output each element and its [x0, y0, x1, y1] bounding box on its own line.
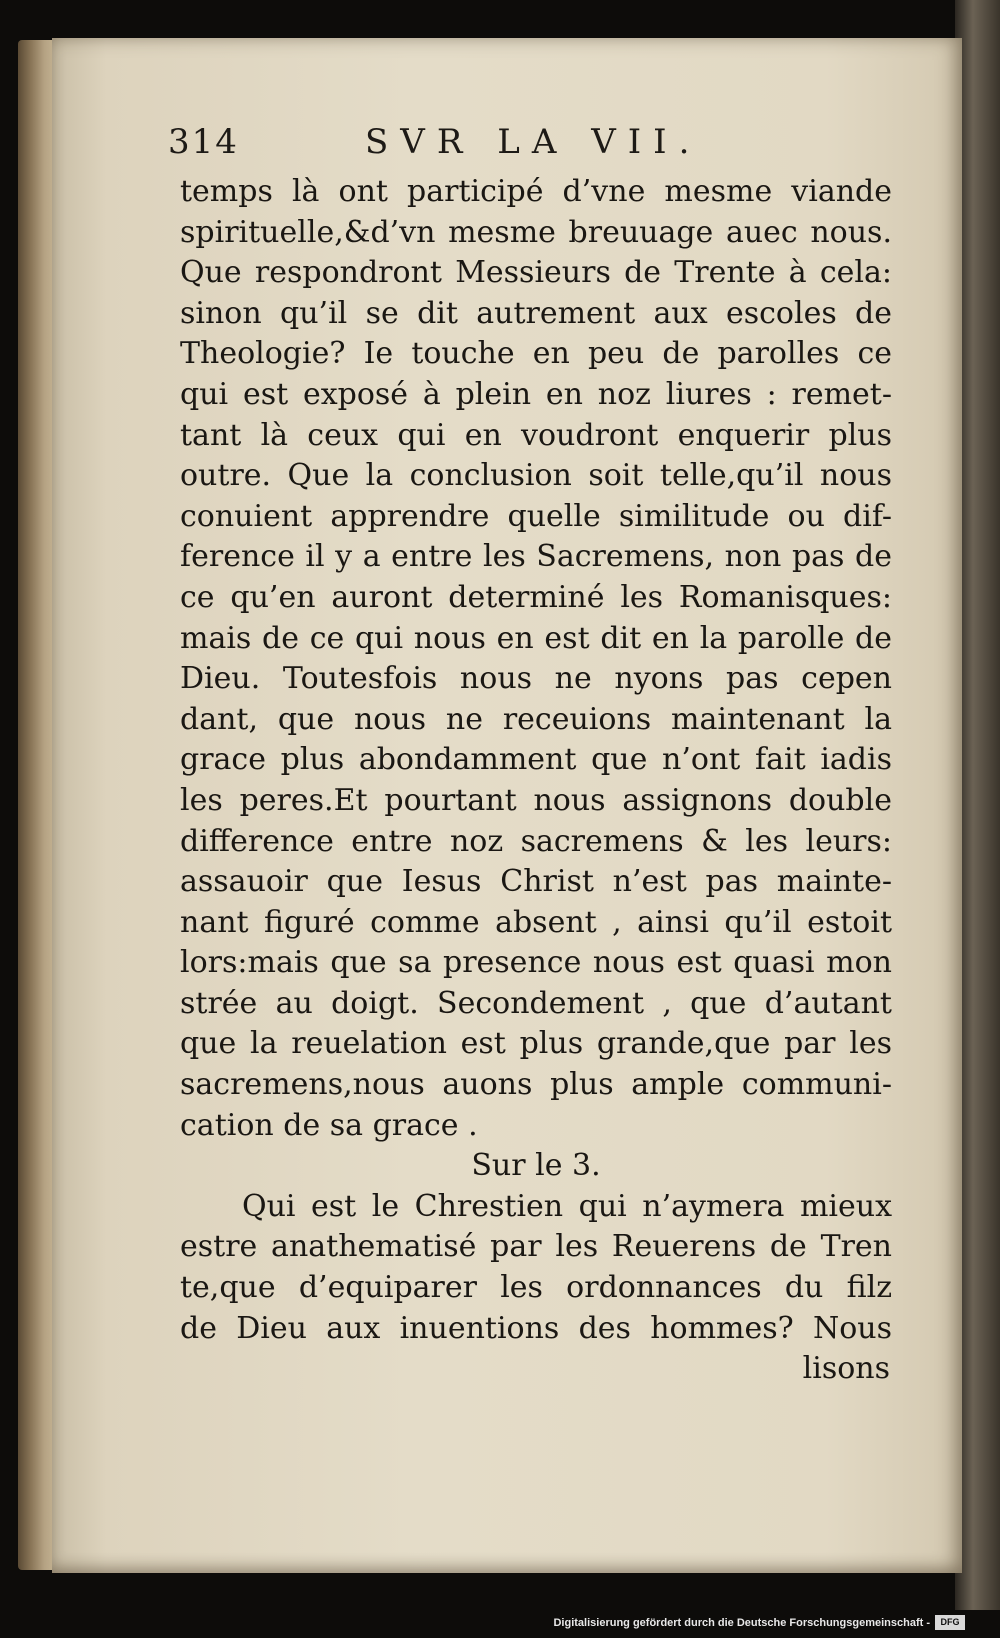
text-line: Qui est le Chrestien qui n’aymera mieux [242, 1188, 892, 1224]
text-line: que la reuelation est plus grande,que par les [180, 1026, 892, 1062]
text-line: outre. Que la conclusion soit telle,qu’il nous [180, 458, 892, 494]
text-line: nant figuré comme absent , ainsi qu’il estoit [180, 904, 892, 940]
text-line: ce qu’en auront determiné les Romanisques: [180, 579, 892, 615]
text-line: cation de sa grace . [180, 1107, 478, 1143]
text-line: Que respondront Messieurs de Trente à cela: [180, 255, 892, 291]
text-line: sacremens,nous auons plus ample communi- [180, 1067, 892, 1103]
text-line: Dieu. Toutesfois nous ne nyons pas cepen [180, 661, 892, 697]
text-line: dant, que nous ne receuions maintenant la [180, 701, 892, 737]
text-line: mais de ce qui nous en est dit en la parolle de [180, 620, 892, 656]
text-block [180, 172, 892, 1390]
text-line: estre anathematisé par les Reuerens de Tren [180, 1229, 892, 1265]
catchword: lisons [802, 1351, 890, 1387]
digitization-credit: Digitalisierung gefördert durch die Deutsche Forschungsgemeinschaft - [553, 1617, 930, 1629]
running-head [110, 122, 890, 172]
page-number: 314 [168, 122, 239, 162]
text-line: Theologie? Ie touche en peu de parolles ce [180, 336, 892, 372]
text-line: assauoir que Iesus Christ n’est pas mainte- [180, 864, 892, 900]
text-line: lors:mais que sa presence nous est quasi mon [180, 945, 892, 981]
text-line: sinon qu’il se dit autrement aux escoles de [180, 295, 892, 331]
dfg-logo: DFG [935, 1615, 965, 1630]
section-heading: Sur le 3. [471, 1148, 601, 1184]
text-line: ference il y a entre les Sacremens, non pas de [180, 539, 892, 575]
running-head-title: SVR LA VII. [365, 122, 702, 162]
text-line: difference entre noz sacremens & les leurs: [180, 823, 892, 859]
text-line: grace plus abondamment que n’ont fait iadis [180, 742, 892, 778]
text-line: tant là ceux qui en voudront enquerir plus [180, 417, 892, 453]
text-line: strée au doigt. Secondement , que d’autant [180, 985, 892, 1021]
text-line: spirituelle,&d’vn mesme breuuage auec nous. [180, 214, 892, 250]
text-line: temps là ont participé d’vne mesme viande [180, 174, 892, 209]
text-line: de Dieu aux inuentions des hommes? Nous [180, 1310, 892, 1346]
text-line: conuient apprendre quelle similitude ou dif- [180, 498, 892, 534]
text-line: les peres.Et pourtant nous assignons double [180, 782, 892, 818]
text-line: te,que d’equiparer les ordonnances du filz [180, 1270, 892, 1306]
text-line: qui est exposé à plein en noz liures : remet- [180, 376, 892, 412]
